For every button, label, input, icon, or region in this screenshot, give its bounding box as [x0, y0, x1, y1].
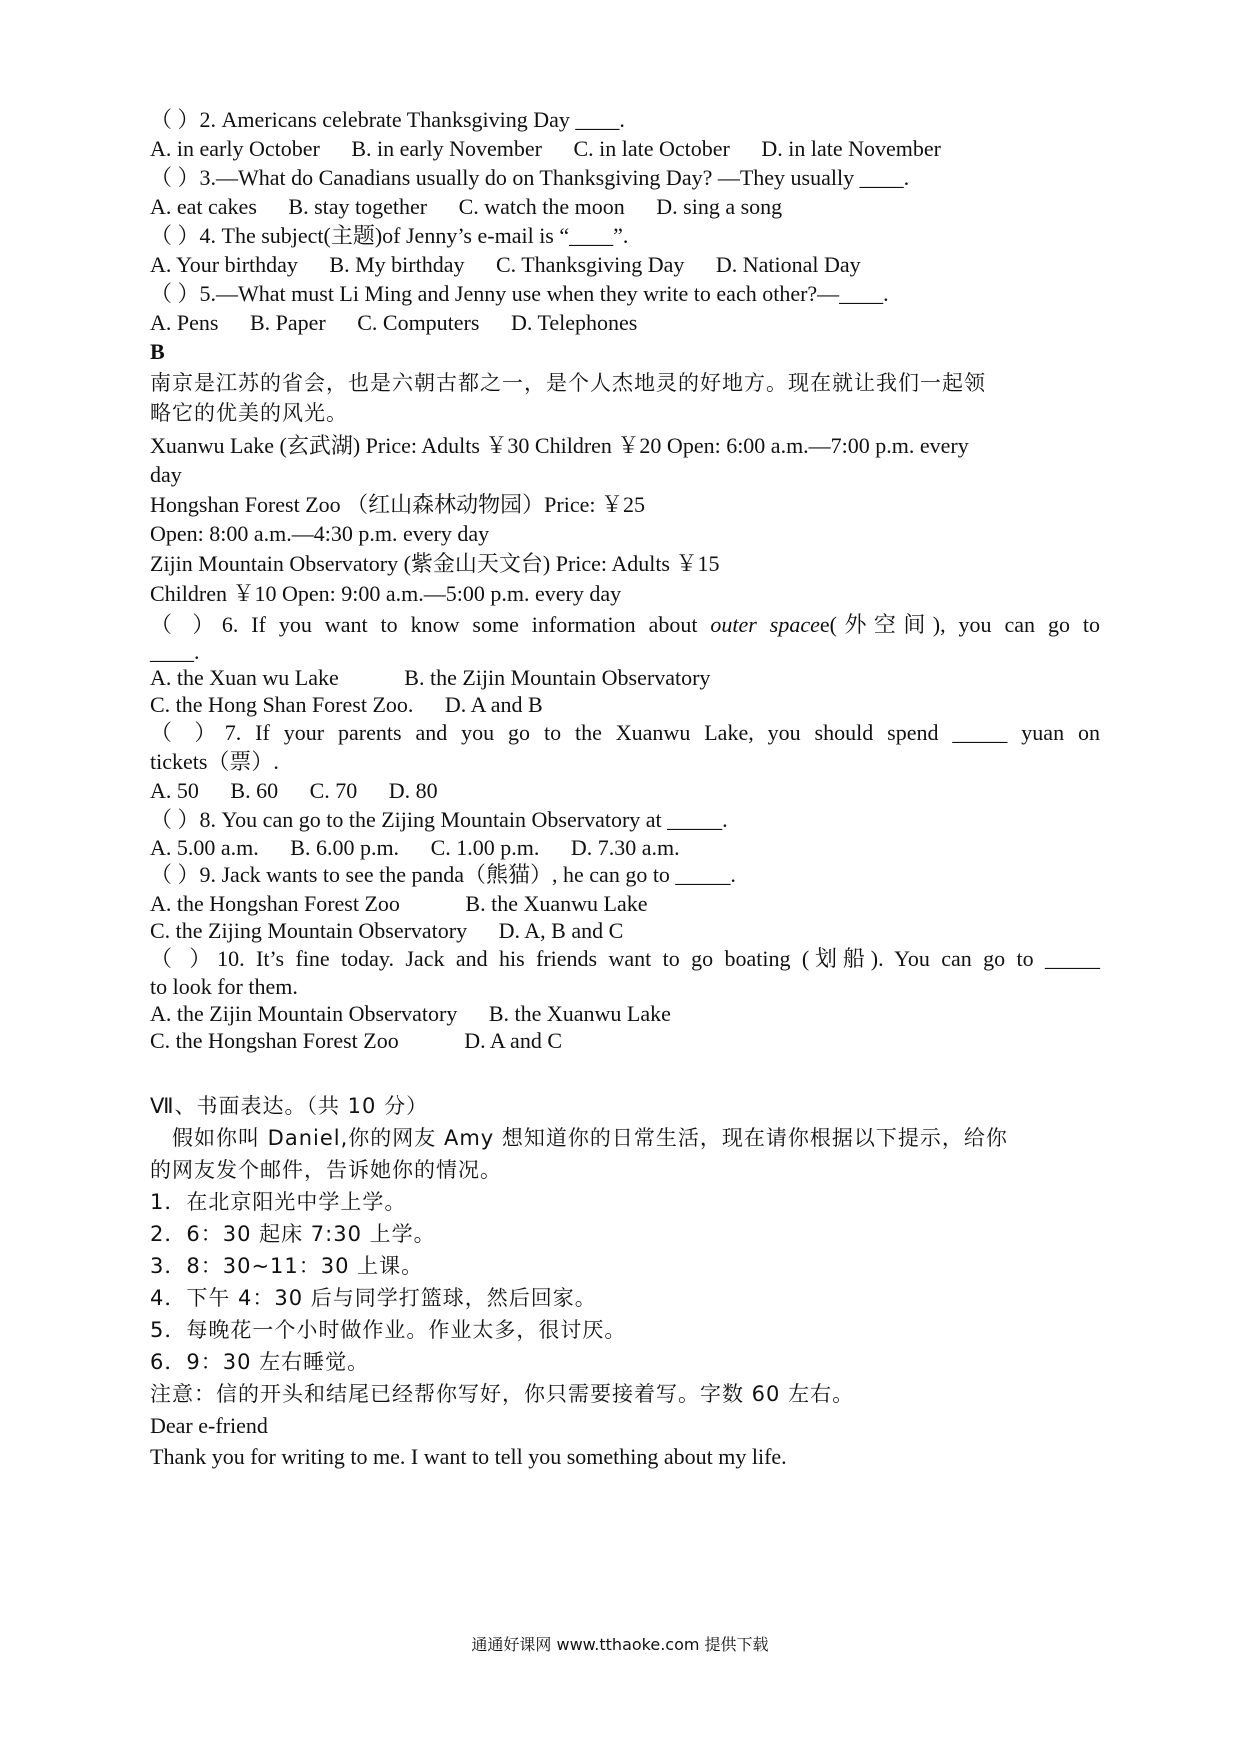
option-a: A. in early October: [150, 136, 320, 161]
question-6-options-row-1: [150, 663, 710, 693]
section-b-heading: B: [150, 339, 165, 364]
option-c: C. the Zijing Mountain Observatory: [150, 918, 468, 943]
option-a: A. Pens: [150, 310, 219, 335]
zijin-observatory-hours: Children ￥10 Open: 9:00 a.m.—5:00 p.m. every day: [150, 581, 622, 606]
option-b: B. stay together: [288, 194, 428, 219]
question-8-stem: （ ）8. You can go to the Zijing Mountain Observatory at _____.: [150, 807, 728, 832]
question-6-stem: （ ）6. If you want to know some information about outer spacee(外空间), you can go to: [150, 612, 1101, 637]
writing-point-3: 3．8：30~11：30 上课。: [150, 1254, 424, 1278]
option-a: A. 5.00 a.m.: [150, 835, 259, 860]
question-10-options-row-1: [150, 999, 671, 1029]
page-footer: 通通好课网 www.tthaoke.com 提供下载: [471, 1635, 769, 1654]
writing-prompt-line-2: 的网友发个邮件，告诉她你的情况。: [150, 1158, 502, 1182]
option-b: B. the Xuanwu Lake: [488, 1001, 671, 1026]
option-c: C. in late October: [573, 136, 730, 161]
option-b: B. in early November: [351, 136, 542, 161]
option-b: B. My birthday: [329, 252, 465, 277]
writing-point-4: 4．下午 4：30 后与同学打篮球，然后回家。: [150, 1286, 597, 1310]
writing-point-2: 2．6：30 起床 7:30 上学。: [150, 1222, 436, 1246]
option-d: D. 80: [388, 778, 438, 803]
option-d: D. National Day: [715, 252, 861, 277]
question-2-stem: （ ）2. Americans celebrate Thanksgiving Day ____.: [150, 107, 625, 132]
option-d: D. in late November: [761, 136, 941, 161]
zijin-observatory-info: Zijin Mountain Observatory (紫金山天文台) Price: Adults ￥15: [150, 551, 720, 576]
writing-point-5: 5．每晚花一个小时做作业。作业太多，很讨厌。: [150, 1318, 627, 1342]
option-c: C. 1.00 p.m.: [430, 835, 540, 860]
question-9-options-row-2: [150, 916, 623, 946]
option-b: B. the Zijin Mountain Observatory: [404, 665, 711, 690]
option-b: B. Paper: [249, 310, 326, 335]
option-d: D. A, B and C: [498, 918, 624, 943]
option-a: A. the Zijin Mountain Observatory: [150, 1001, 458, 1026]
option-a: A. eat cakes: [150, 194, 257, 219]
option-b: B. the Xuanwu Lake: [465, 891, 648, 916]
writing-prompt-line-1: 假如你叫 Daniel,你的网友 Amy 想知道你的日常生活，现在请你根据以下提示，给你: [172, 1126, 1008, 1150]
question-10-stem-cont: to look for them.: [150, 974, 298, 999]
question-10-options-row-2: [150, 1026, 562, 1056]
question-7-options: [150, 776, 438, 806]
option-d: D. sing a song: [656, 194, 783, 219]
letter-opening: Thank you for writing to me. I want to tell you something about my life.: [150, 1444, 787, 1469]
question-9-stem: （ ）9. Jack wants to see the panda（熊猫）, he can go to _____.: [150, 862, 736, 887]
option-b: B. 6.00 p.m.: [290, 835, 400, 860]
question-4-options: [150, 250, 861, 280]
writing-point-6: 6．9：30 左右睡觉。: [150, 1350, 370, 1374]
writing-note: 注意：信的开头和结尾已经帮你写好，你只需要接着写。字数 60 左右。: [150, 1382, 855, 1406]
option-d: D. 7.30 a.m.: [570, 835, 680, 860]
option-a: A. the Hongshan Forest Zoo: [150, 891, 400, 916]
question-3-stem: （ ）3.—What do Canadians usually do on Thanksgiving Day? —They usually ____.: [150, 165, 910, 190]
letter-greeting: Dear e-friend: [150, 1413, 268, 1438]
question-9-options-row-1: [150, 889, 647, 919]
option-d: D. A and B: [444, 692, 543, 717]
question-7-stem-cont: tickets（票）.: [150, 749, 279, 774]
intro-line-2: 略它的优美的风光。: [150, 401, 348, 425]
option-a: A. 50: [150, 778, 199, 803]
writing-heading: Ⅶ、书面表达。（共 10 分）: [150, 1094, 429, 1118]
intro-line-1: 南京是江苏的省会，也是六朝古都之一，是个人杰地灵的好地方。现在就让我们一起领: [150, 371, 986, 395]
writing-point-1: 1．在北京阳光中学上学。: [150, 1190, 407, 1214]
option-c: C. 70: [309, 778, 358, 803]
hongshan-zoo-hours: Open: 8:00 a.m.—4:30 p.m. every day: [150, 521, 490, 546]
question-3-options: [150, 192, 782, 222]
option-d: D. A and C: [464, 1028, 562, 1053]
option-c: C. the Hong Shan Forest Zoo.: [150, 692, 414, 717]
option-c: C. Computers: [357, 310, 480, 335]
question-4-stem: （ ）4. The subject(主题)of Jenny’s e-mail is “____”.: [150, 223, 629, 248]
xuanwu-lake-info: Xuanwu Lake (玄武湖) Price: Adults ￥30 Children ￥20 Open: 6:00 a.m.—7:00 p.m. every: [150, 433, 969, 458]
question-6-blank: ____.: [150, 639, 200, 664]
option-d: D. Telephones: [510, 310, 638, 335]
question-8-options: [150, 833, 680, 863]
option-c: C. Thanksgiving Day: [495, 252, 685, 277]
question-2-options: [150, 134, 941, 164]
option-c: C. the Hongshan Forest Zoo: [150, 1028, 399, 1053]
question-6-options-row-2: [150, 690, 543, 720]
question-5-stem: （ ）5.—What must Li Ming and Jenny use when they write to each other?—____.: [150, 281, 889, 306]
outer-space-term: outer space: [710, 612, 820, 637]
option-b: B. 60: [230, 778, 279, 803]
option-a: A. Your birthday: [150, 252, 298, 277]
question-10-stem: （ ）10. It’s fine today. Jack and his friends want to go boating (划船). You can go to _____: [150, 946, 1100, 971]
xuanwu-lake-info-cont: day: [150, 462, 182, 487]
option-a: A. the Xuan wu Lake: [150, 665, 339, 690]
question-5-options: [150, 308, 637, 338]
option-c: C. watch the moon: [458, 194, 625, 219]
hongshan-zoo-info: Hongshan Forest Zoo （红山森林动物园）Price: ￥25: [150, 492, 645, 517]
question-7-stem: （ ）7. If your parents and you go to the Xuanwu Lake, you should spend _____ yuan on: [150, 720, 1100, 745]
